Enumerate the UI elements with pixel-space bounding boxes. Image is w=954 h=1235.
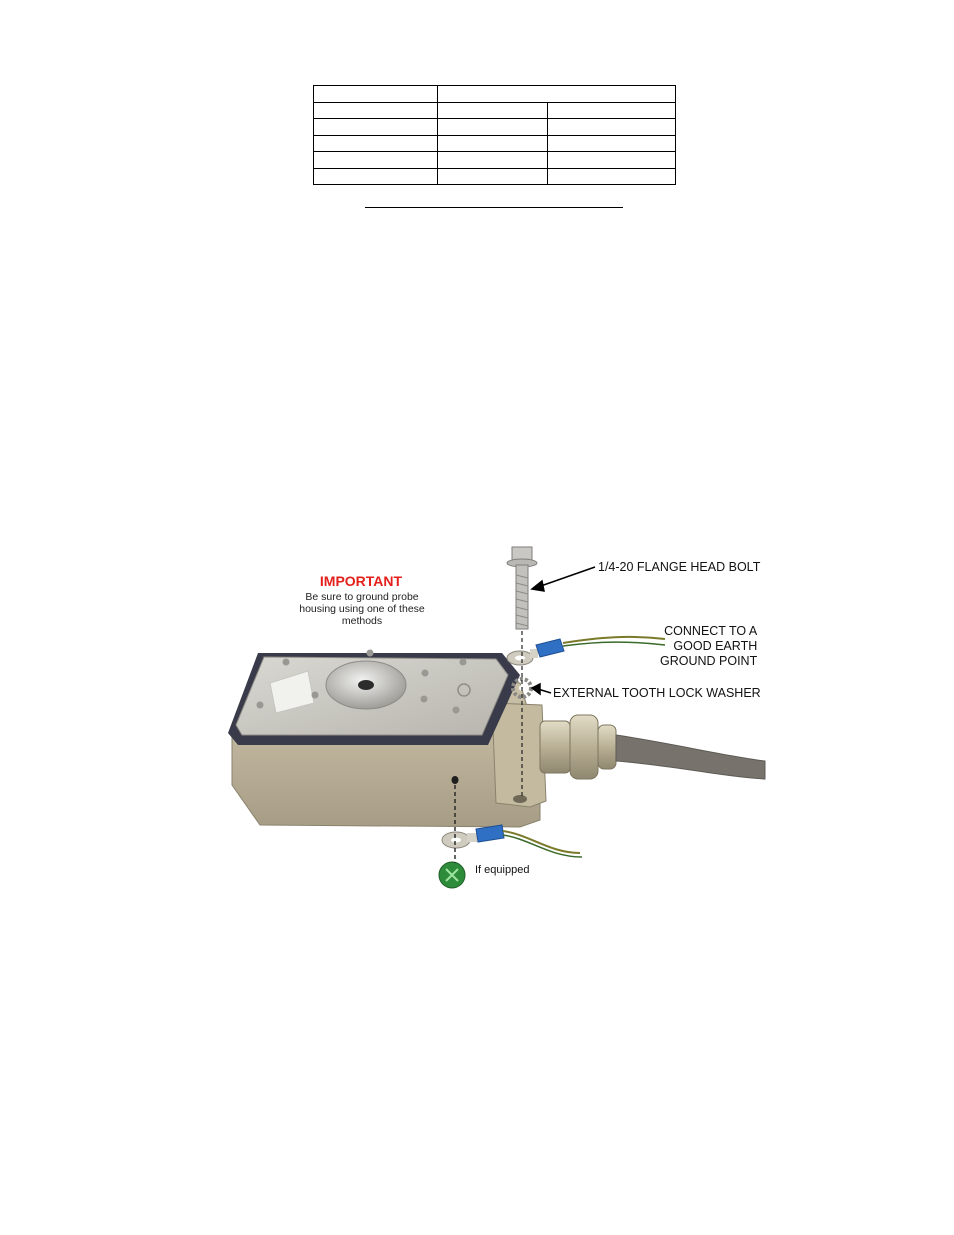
table-cell [548,102,676,119]
washer-label: EXTERNAL TOOTH LOCK WASHER [553,686,761,700]
cable-gland [540,715,765,779]
ring-terminal-upper [507,637,665,665]
table-row [314,168,676,185]
table-cell [548,135,676,152]
table-cell [438,102,548,119]
table-cell [438,135,548,152]
ring-terminal-lower [442,825,582,857]
table-cell [438,119,548,136]
green-ground-screw [439,862,465,888]
table-cell [438,86,676,103]
table-cell [314,135,438,152]
callout-arrows [532,567,595,694]
table-cell [314,152,438,169]
table-cell [438,152,548,169]
table-cell [314,168,438,185]
table-cell [438,168,548,185]
if-equipped-label: If equipped [475,864,530,876]
important-note: Be sure to ground probe housing using one of these methods [299,591,425,627]
important-heading: IMPORTANT [319,573,403,589]
table-cell [548,152,676,169]
table-row [314,102,676,119]
ground-label-line-3: GROUND POINT [660,654,758,668]
table-row [314,152,676,169]
table-cell [314,86,438,103]
table-cell [548,119,676,136]
ground-label-line-2: GOOD EARTH [673,639,758,653]
bolt-label: 1/4-20 FLANGE HEAD BOLT [598,560,761,574]
ground-label-line-1: CONNECT TO A [664,624,758,638]
probe-housing [228,650,546,828]
table-cell [548,168,676,185]
spec-table [313,85,676,185]
probe-housing-illustration [220,535,770,895]
table-cell [314,102,438,119]
table-cell [314,119,438,136]
table-row [314,135,676,152]
grounding-figure [220,535,770,895]
ground-label [660,624,757,669]
table-row [314,86,676,103]
caption-underline [365,207,623,208]
table-row [314,119,676,136]
